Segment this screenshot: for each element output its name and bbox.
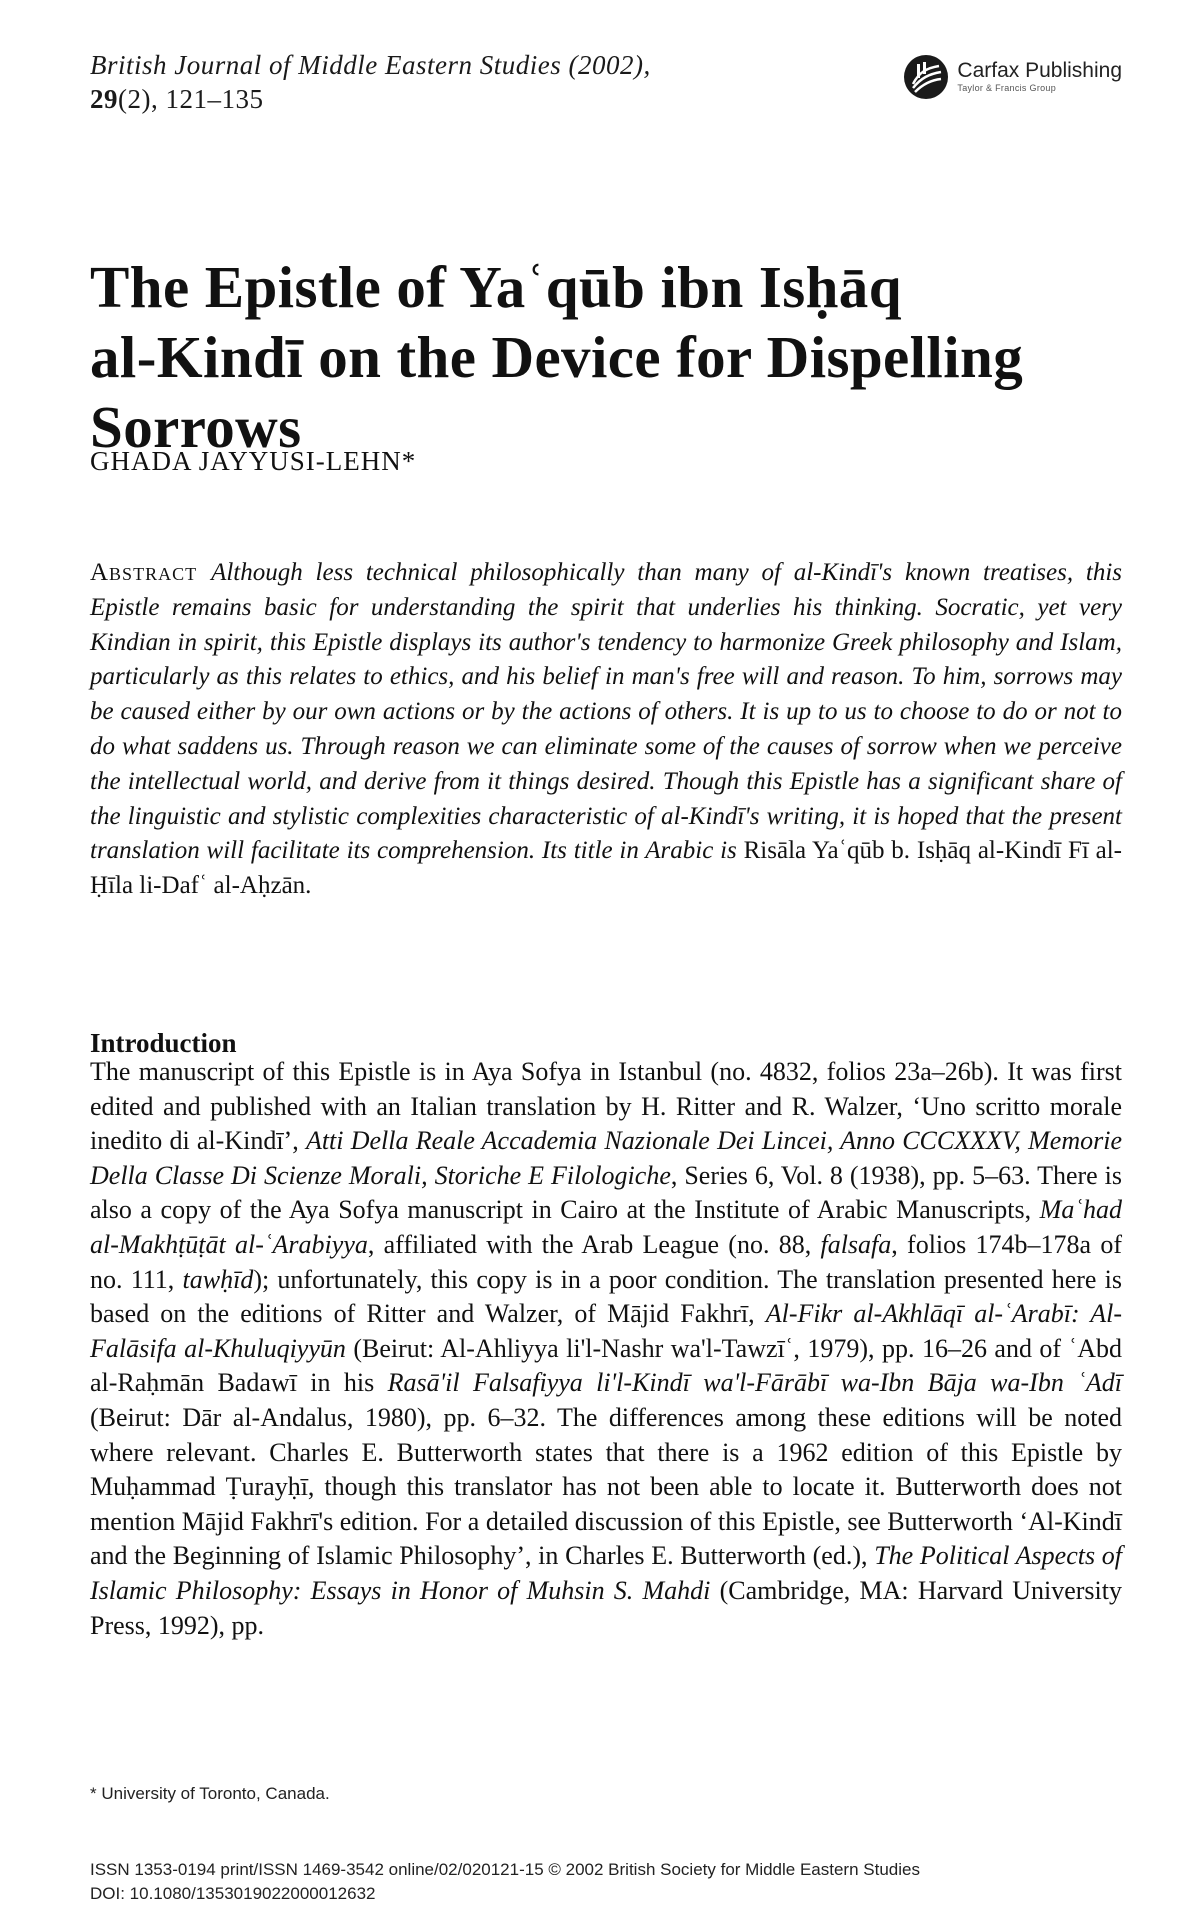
section-heading-introduction: Introduction (90, 1028, 237, 1059)
italic-citation: Maʿhad al-Makhṭūṭāt al-ʿArabiyya (90, 1195, 1122, 1259)
abstract (90, 556, 1122, 904)
paragraph-text: (Cambridge, MA: Harvard University Press, 1992), pp. (90, 1575, 1123, 1640)
carfax-logo-icon (903, 54, 949, 100)
paragraph-text: ); unfortunately, this copy is in a poor condition. The translation presented here is based on the editions of Ritter and Walzer, of Mājid Fakhrī, (90, 1264, 1122, 1329)
journal-volume: 29 (90, 84, 118, 114)
journal-citation (90, 48, 651, 82)
doi-line: DOI: 10.1080/1353019022000012632 (90, 1884, 376, 1903)
title-line: al-Kindī on the Device for Dispelling (90, 323, 1024, 390)
introduction-paragraph (90, 1055, 1122, 1643)
journal-name: British Journal of Middle Eastern Studies (2002), (90, 50, 651, 80)
paragraph-text: , affiliated with the Arab League (no. 88, (367, 1229, 821, 1259)
paragraph-text: The manuscript of this Epistle is in Aya Sofya in Istanbul (no. 4832, folios 23a–26b). It was first edited and published with an Italian translation by H. Ritter and R. Walzer, ‘Uno scritto morale inedito di al-Kindī’, (90, 1057, 1122, 1156)
paragraph-text: (Beirut: Dār al-Andalus, 1980), pp. 6–32. The differences among these editions will be noted where relevant. Charles E. Butterworth states that there is a 1962 edition of this Epistle by Muḥammad Ṭurayḥī, though this translator has not been able to locate it. Butterworth does not mention Mājid Fakhrī's edition. For a detailed discussion of this Epistle, see Butterworth ‘Al-Kindī and the Beginning of Islamic Philosophy’, in Charles E. Butterworth (ed.), (90, 1402, 1122, 1571)
publisher-name: Carfax Publishing (957, 59, 1122, 82)
article-title (90, 252, 1122, 462)
article-author: GHADA JAYYUSI-LEHN* (90, 446, 417, 476)
author-affiliation-footnote: * University of Toronto, Canada. (90, 1784, 330, 1803)
italic-citation: falsafa (820, 1229, 892, 1259)
journal-volume-line (90, 82, 263, 116)
italic-citation: Atti Della Reale Accademia Nazionale Dei Lincei, Anno CCCXXXV, Memorie Della Classe Di Scienze Morali, Storiche E Filologiche (90, 1126, 1122, 1190)
publisher-subtitle: Taylor & Francis Group (957, 83, 1057, 93)
abstract-label: Abstract (90, 559, 198, 586)
journal-page (90, 0, 1122, 1929)
journal-issue-pages: (2), 121–135 (118, 84, 264, 114)
issn-line: ISSN 1353-0194 print/ISSN 1469-3542 online/02/020121-15 © 2002 British Society for Middle Eastern Studies (90, 1860, 920, 1879)
paragraph-text: (Beirut: Al-Ahliyya li'l-Nashr wa'l-Tawzīʿ, 1979), pp. 16–26 and of ʿAbd al-Raḥmān Badawī in his (90, 1333, 1122, 1398)
italic-citation: Al-Fikr al-Akhlāqī al-ʿArabī: Al-Falāsifa al-Khuluqiyyūn (90, 1299, 1123, 1363)
abstract-arabic-title: Risāla Yaʿqūb b. Isḥāq al-Kindī Fī al-Ḥīla li-Dafʿ al-Aḥzān. (90, 837, 1123, 900)
paragraph-text: , Series 6, Vol. 8 (1938), pp. 5–63. There is also a copy of the Aya Sofya manuscript in Cairo at the Institute of Arabic Manuscripts, (90, 1160, 1122, 1225)
abstract-text: Although less technical philosophically than many of al-Kindī's known treatises, this Epistle remains basic for understanding the spirit that underlies his thinking. Socratic, yet very Kindian in spirit, this Epistle displays its author's tendency to harmonize Greek philosophy and Islam, particularly as this relates to ethics, and his belief in man's free will and reason. To him, sorrows may be caused either by our own actions or by the actions of others. It is up to us to choose to do or not to do what saddens us. Through reason we can eliminate some of the causes of sorrow when we perceive the intellectual world, and derive from it things desired. Though this Epistle has a significant share of the linguistic and stylistic complexities characteristic of al-Kindī's writing, it is hoped that the present translation will facilitate its comprehension. Its title in Arabic is (90, 559, 1122, 865)
title-line: The Epistle of Yaʿqūb ibn Isḥāq (90, 253, 902, 320)
paragraph-text: , folios 174b–178a of no. 111, (90, 1229, 1122, 1294)
title-line: Sorrows (90, 393, 302, 460)
publisher-logo (903, 52, 1122, 102)
italic-citation: Rasā'il Falsafiyya li'l-Kindī wa'l-Fārābī wa-Ibn Bāja wa-Ibn ʿAdī (387, 1368, 1122, 1398)
italic-citation: The Political Aspects of Islamic Philosophy: Essays in Honor of Muhsin S. Mahdi (90, 1541, 1123, 1605)
italic-citation: tawḥīd (182, 1264, 254, 1294)
